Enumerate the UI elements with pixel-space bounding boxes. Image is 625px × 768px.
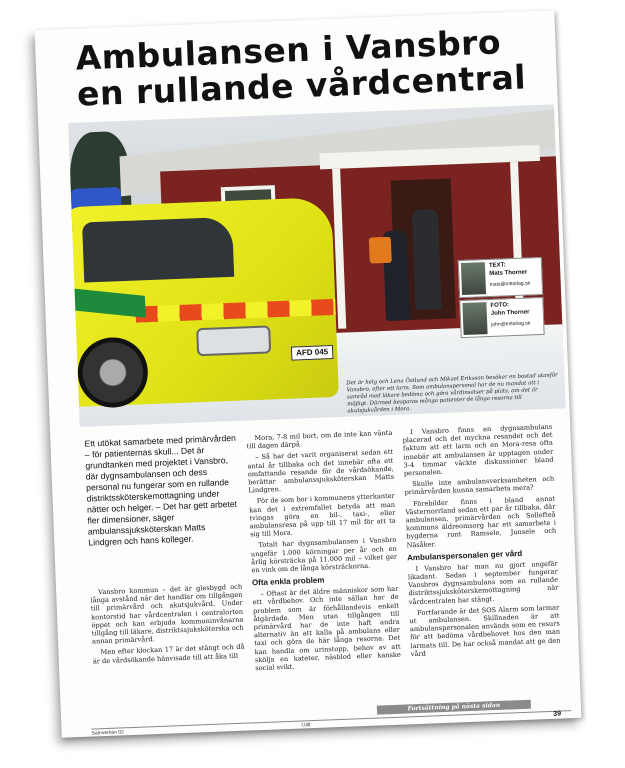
medical-bag: [369, 237, 392, 264]
byline-name: John Thorner: [490, 309, 530, 317]
paragraph: Mora, 7-8 mil bort, om de inte kan vänta till dagen därpå.: [246, 428, 393, 451]
paragraph: För de som bor i kommunens ytterkanter kan det i extremfallet betyda att man tvingas göra en bil-, taxi-, eller ambulansresa på upp till 17 mil för att ta sig till Mora.: [249, 492, 396, 539]
paragraph: Förebilder finns i bland annat Västernorrland sedan ett par år tillbaka, där ambulansen, primärvården och Sollefteå kommuns äldreomsorg har ett samarbete i bygderna runt Ramsele, Junsele och Näsåker.: [405, 494, 557, 549]
photo-caption: Det är helg och Lena Östlund och Mikael Eriksson besöker en bostad utanför Vansbro, efter ett larm. Som ambulanspersonal har de nu mandat att i samråd med läkare bedöma och göra vårdinsatser på plats, om det är möjligt. Därmed besparas många patienter de långa resorna till akutsjukvården i Mora.: [346, 372, 558, 415]
paragraph: Fortfarande är det SOS Alarm som larmar ut ambulansen. Skillnaden är att ambulanspersonalen används som en resurs för att bedöma vårdbehovet hos den man larmats till. De har också mandat att ge den vård: [409, 603, 561, 659]
intro-text: Ett utökat samarbete med primärvården – för patienternas skull... Det är grundtanken med projektet i Vansbro, där dygnsambulansen och dess personal nu fungerar som en rullande distriktssköterskemottagning under nätter och helger. – Det har gett arbetet fler dimensioner, säger ambulanssjuksköterskan Matts Lindgren och hans kolleger.: [84, 432, 238, 548]
headlight: [196, 325, 271, 356]
column-2: [246, 429, 401, 676]
byline-photo: [459, 297, 544, 338]
paragraph: Skulle inte ambulansverksamheten och primärvården kunna samarbeta mera?: [404, 474, 555, 497]
license-plate: AFD 045: [291, 345, 334, 361]
paramedic-figure: [412, 209, 442, 310]
footer-left: Samverkan 02: [91, 729, 124, 737]
column-3: [402, 423, 561, 662]
magazine-page: [35, 10, 582, 737]
footer-divider: [91, 710, 571, 729]
paragraph: I Vansbro finns en dygnsambulans placerad och det myckna resandet och det faktum att ett larm och en Mora-resa ofta innebär att ambulansen är upptagen under 3-4 timmar väckte diskussioner bland personalen.: [402, 422, 554, 478]
paragraph: Men efter klockan 17 är det stängt och då är de vårdsökande hänvisade till att åka till: [92, 643, 245, 666]
photographer-photo: [462, 302, 487, 335]
headline: Ambulansen i Vansbro en rullande vårdcentral: [74, 22, 527, 114]
continue-bar: Fortsättning på nästa sidan: [377, 700, 531, 715]
page-number: 39: [553, 710, 562, 718]
byline-email: john@mttorlag.se: [491, 320, 531, 328]
footer-center: I.tillt: [301, 722, 311, 729]
byline-email: mats@mttorlag.se: [489, 280, 531, 288]
paragraph: Vansbro kommun – det är glesbygd och långa avstånd när det handlar om tillgången till primärvård och akutsjukvård. Under kontorstid har vårdcentralen i centralorten öppet och kan erbjuda kommuninvånarna tillgång till läkare, distriktssjuksköterska och annan primärvård.: [90, 582, 244, 646]
author-photo: [461, 262, 486, 295]
paragraph: – Oftast är det äldre människor som har ett vårdbehov. Och inte sällan har de problem som är förhållandevis enkelt åtgärdade. Men utan tillgången till primärvård har de inte haft andra alternativ än att kalla på ambulans eller taxi och göra de här långa resorna. Det kan handla om urinstopp, behov av att skölja en kateter, näsblod eller kanske social svikt.: [252, 584, 401, 673]
paragraph: Totalt har dygnsambulansen i Vansbro ungefär 1.000 körningar per år och en årlig körsträcka på 11.000 mil – vilket ger en vink om de långa körsträckorna.: [250, 536, 398, 575]
byline-name: Mats Thorner: [489, 269, 528, 277]
subhead: Ofta enkla problem: [251, 575, 325, 588]
byline-label: FOTO:: [490, 302, 510, 309]
byline-text: [458, 257, 543, 298]
byline-label: TEXT:: [488, 262, 506, 269]
paragraph: I Vansbro har man nu gjort ungefär likadant. Sedan i september fungerar Vansbros dygnsambulans som en rullande distriktssjuksköterskemottagning när vårdcentralen har stängt.: [407, 559, 559, 606]
paragraph: – Så har det varit organiserat sedan ett antal år tillbaka och det innebär ofta ett omfattande resande för de vårdsökande, berättar ambulanssjuksköterskan Matts Lindgren.: [247, 448, 395, 495]
subhead: Ambulanspersonalen ger vård: [406, 548, 523, 563]
windshield: [82, 217, 234, 283]
column-1: [90, 583, 245, 669]
